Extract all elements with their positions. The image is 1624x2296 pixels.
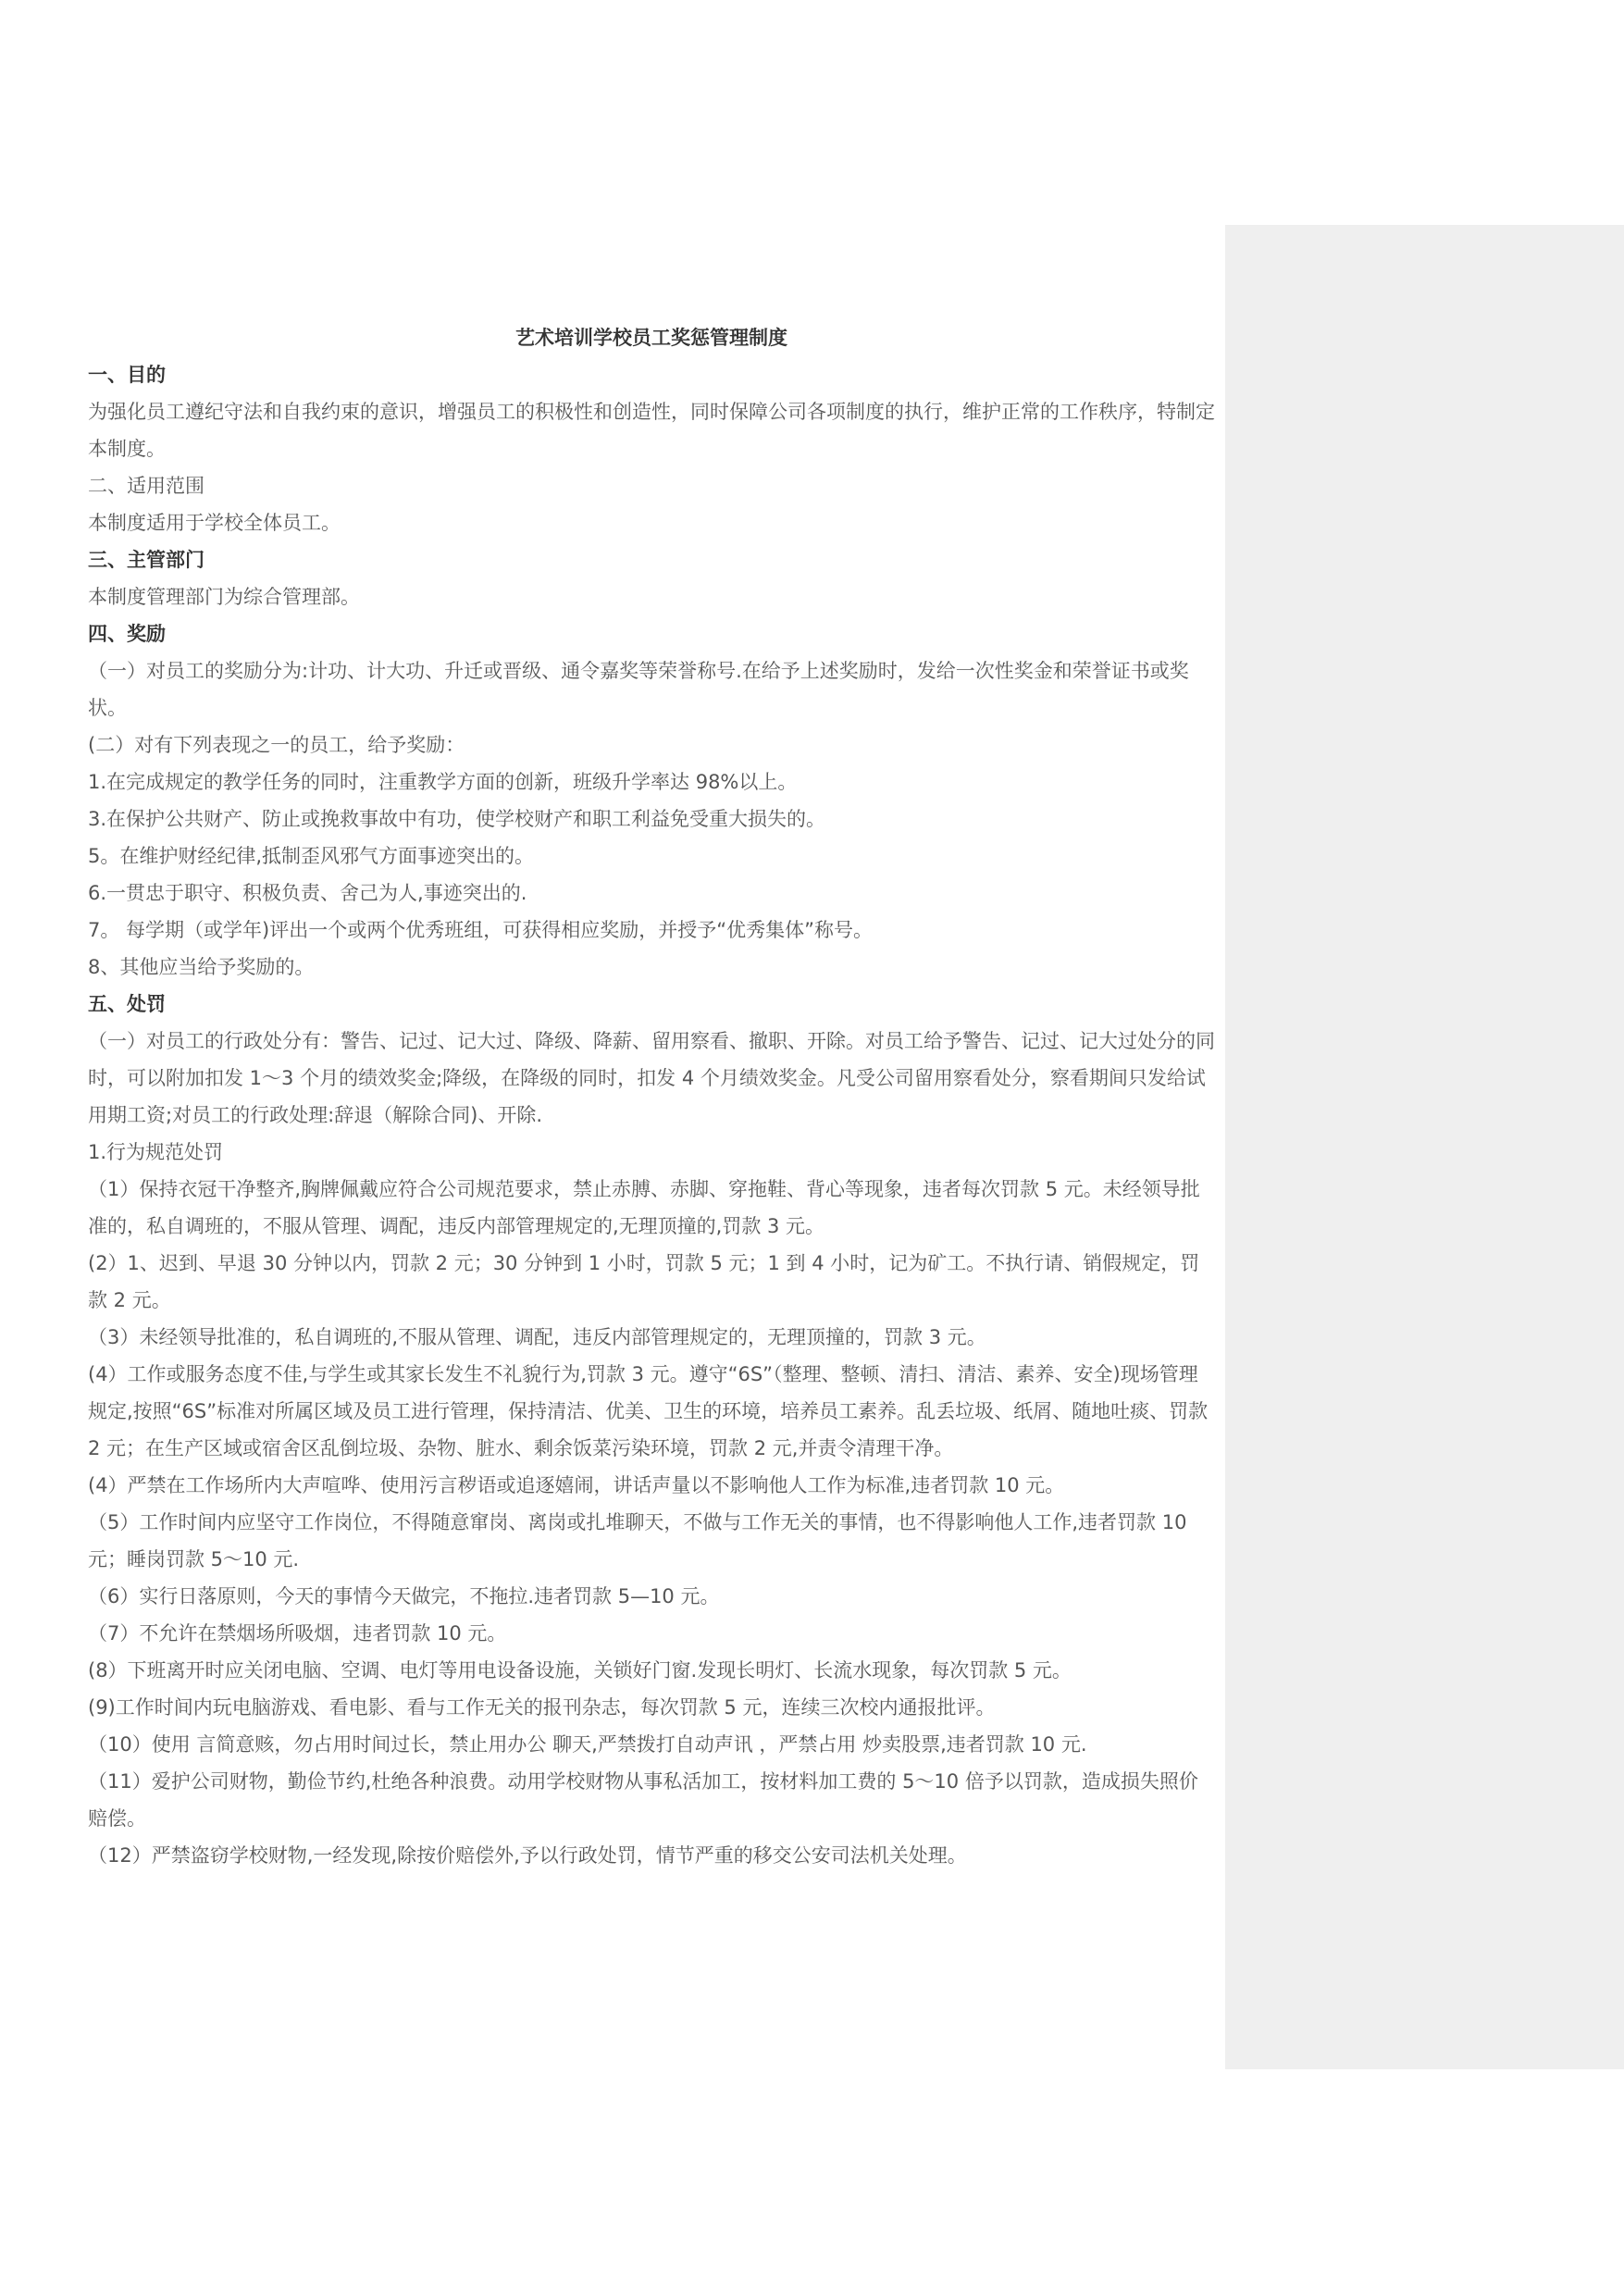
- paragraph: 1.行为规范处罚: [88, 1141, 224, 1163]
- paragraph: (4）严禁在工作场所内大声喧哗、使用污言秽语或追逐嬉闹，讲话声量以不影响他人工作为标准,违者罚款 10 元。: [88, 1474, 1065, 1496]
- paragraph: 3.在保护公共财产、防止或挽救事故中有功，使学校财产和职工利益免受重大损失的。: [88, 808, 826, 830]
- paragraph: (2）1、迟到、早退 30 分钟以内，罚款 2 元；30 分钟到 1 小时，罚款 5 元；1 到 4 小时，记为矿工。不执行请、销假规定，罚款 2 元。: [88, 1252, 1200, 1311]
- section-heading: 一、目的: [88, 364, 166, 386]
- paragraph: 为强化员工遵纪守法和自我约束的意识，增强员工的积极性和创造性，同时保障公司各项制度的执行，维护正常的工作秩序，特制定本制度。: [88, 401, 1215, 460]
- section-heading: 四、奖励: [88, 623, 166, 645]
- paragraph: （10）使用 言简意赅，勿占用时间过长，禁止用办公 聊天,严禁拨打自动声讯 ，严禁占用 炒卖股票,违者罚款 10 元.: [88, 1733, 1087, 1756]
- paragraph: 8、其他应当给予奖励的。: [88, 956, 315, 978]
- paragraph: （6）实行日落原则，今天的事情今天做完，不拖拉.违者罚款 5—10 元。: [88, 1585, 720, 1607]
- paragraph-list: [88, 356, 1215, 1874]
- section-heading: 五、处罚: [88, 993, 166, 1015]
- paragraph: 本制度管理部门为综合管理部。: [88, 586, 360, 608]
- section-heading: 三、主管部门: [88, 549, 205, 571]
- paragraph: （5）工作时间内应坚守工作岗位，不得随意窜岗、离岗或扎堆聊天，不做与工作无关的事情，也不得影响他人工作,违者罚款 10 元；睡岗罚款 5～10 元.: [88, 1511, 1194, 1570]
- paragraph: (4）工作或服务态度不佳,与学生或其家长发生不礼貌行为,罚款 3 元。遵守“6S”（整理、整顿、清扫、清洁、素养、安全)现场管理规定,按照“6S”标准对所属区域及员工进行管理，保持清洁、优美、卫生的环境，培养员工素养。乱丢垃圾、纸屑、随地吐痰、罚款 2 元；在生产区域或宿舍区乱倒垃圾、杂物、脏水、剩余饭菜污染环境，罚款 2 元,并责令清理干净。: [88, 1363, 1214, 1459]
- comment-margin-panel: [1225, 225, 1624, 2069]
- paragraph: （一）对员工的行政处分有：警告、记过、记大过、降级、降薪、留用察看、撤职、开除。对员工给予警告、记过、记大过处分的同时，可以附加扣发 1～3 个月的绩效奖金;降级，在降级的同时，扣发 4 个月绩效奖金。凡受公司留用察看处分，察看期间只发给试用期工资;对员工的行政处理:辞退（解除合同)、开除.: [88, 1030, 1215, 1126]
- document-title: 艺术培训学校员工奖惩管理制度: [515, 327, 787, 349]
- paragraph: （12）严禁盗窃学校财物,一经发现,除按价赔偿外,予以行政处罚，情节严重的移交公安司法机关处理。: [88, 1844, 967, 1867]
- paragraph: 7。 每学期（或学年)评出一个或两个优秀班组，可获得相应奖励，并授予“优秀集体”称号。: [88, 919, 873, 941]
- paragraph: （一）对员工的奖励分为:计功、计大功、升迁或晋级、通令嘉奖等荣誉称号.在给予上述奖励时，发给一次性奖金和荣誉证书或奖状。: [88, 660, 1189, 719]
- paragraph: （11）爱护公司财物，勤俭节约,杜绝各种浪费。动用学校财物从事私活加工，按材料加工费的 5～10 倍予以罚款，造成损失照价赔偿。: [88, 1770, 1198, 1830]
- paragraph: 二、适用范围: [88, 475, 205, 497]
- paragraph: （7）不允许在禁烟场所吸烟，违者罚款 10 元。: [88, 1622, 507, 1644]
- paragraph: 本制度适用于学校全体员工。: [88, 512, 341, 534]
- paragraph: 5。在维护财经纪律,抵制歪风邪气方面事迹突出的。: [88, 845, 535, 867]
- paragraph: (9)工作时间内玩电脑游戏、看电影、看与工作无关的报刊杂志，每次罚款 5 元，连续三次校内通报批评。: [88, 1696, 996, 1719]
- paragraph: （1）保持衣冠干净整齐,胸牌佩戴应符合公司规范要求，禁止赤膊、赤脚、穿拖鞋、背心等现象，违者每次罚款 5 元。未经领导批准的，私自调班的，不服从管理、调配，违反内部管理规定的,无理顶撞的,罚款 3 元。: [88, 1178, 1200, 1237]
- paragraph: （3）未经领导批准的，私自调班的,不服从管理、调配，违反内部管理规定的，无理顶撞的，罚款 3 元。: [88, 1326, 986, 1348]
- paragraph: 1.在完成规定的教学任务的同时，注重教学方面的创新，班级升学率达 98%以上。: [88, 771, 798, 793]
- paragraph: (二）对有下列表现之一的员工，给予奖励：: [88, 734, 465, 756]
- paragraph: 6.一贯忠于职守、积极负责、舍己为人,事迹突出的.: [88, 882, 527, 904]
- document-body: [88, 319, 1215, 1874]
- paragraph: (8）下班离开时应关闭电脑、空调、电灯等用电设备设施，关锁好门窗.发现长明灯、长流水现象，每次罚款 5 元。: [88, 1659, 1072, 1682]
